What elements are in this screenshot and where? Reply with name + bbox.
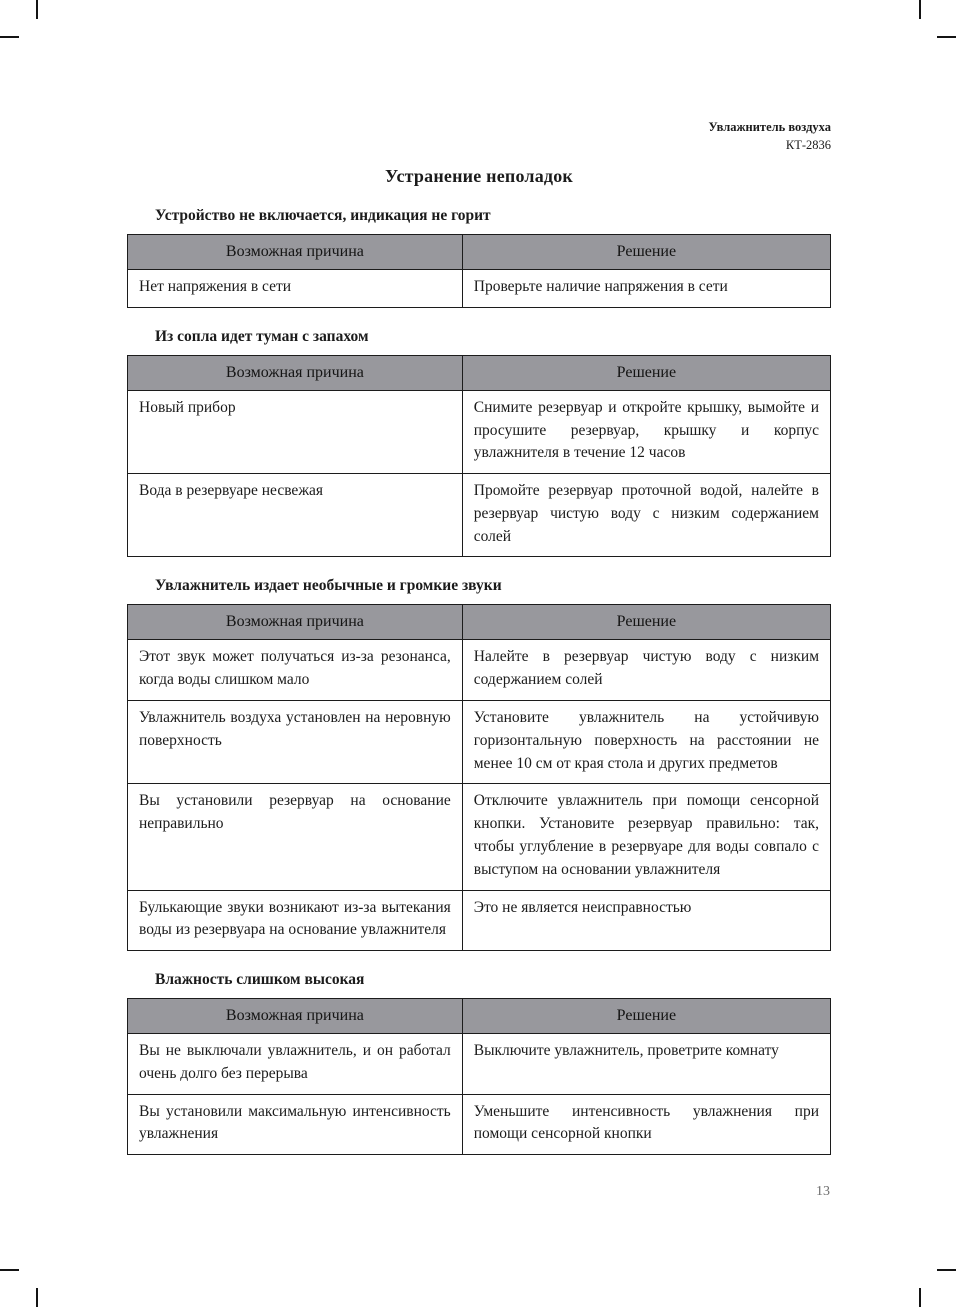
cause-cell: Новый прибор [128,390,463,473]
column-header: Возможная причина [128,999,463,1034]
solution-cell: Это не является неисправностью [462,890,830,951]
solution-cell: Налейте в резервуар чистую воду с низким содержанием солей [462,640,830,701]
cause-cell: Этот звук может получаться из-за резонанса, когда воды слишком мало [128,640,463,701]
crop-mark [0,36,19,38]
crop-mark [937,1269,956,1271]
table-row [128,390,831,473]
page-content [127,0,831,1155]
section-heading: Из сопла идет туман с запахом [155,327,369,345]
section-heading: Устройство не включается, индикация не горит [155,207,491,224]
column-header: Решение [462,999,830,1034]
troubleshooting-section [127,207,831,308]
crop-mark [36,1288,38,1307]
cause-cell: Вы не выключали увлажнитель, и он работал очень долго без перерыва [128,1034,463,1095]
document-header [127,0,831,154]
column-header: Решение [462,605,830,640]
column-header: Возможная причина [128,355,463,390]
cause-cell: Нет напряжения в сети [128,270,463,308]
column-header: Возможная причина [128,235,463,270]
page-number: 13 [816,1184,830,1199]
sections [127,207,831,1155]
table-row [128,1034,831,1095]
cause-cell: Булькающие звуки возникают из-за вытекания воды из резервуара на основание увлажнителя [128,890,463,951]
solution-cell: Снимите резервуар и откройте крышку, вымойте и просушите резервуар, крышку и корпус увлажнителя в течение 12 часов [462,390,830,473]
cause-cell: Вы установили резервуар на основание неправильно [128,784,463,890]
table-row [128,701,831,784]
troubleshooting-table [127,234,831,308]
solution-cell: Установите увлажнитель на устойчивую горизонтальную поверхность на расстоянии не менее 10 см от края стола и других предметов [462,701,830,784]
table-header-row [128,999,831,1034]
column-header: Решение [462,235,830,270]
model-number: КТ-2836 [785,137,831,152]
solution-cell: Уменьшите интенсивность увлажнения при помощи сенсорной кнопки [462,1094,830,1155]
troubleshooting-table [127,998,831,1155]
solution-cell: Выключите увлажнитель, проветрите комнату [462,1034,830,1095]
cause-cell: Вы установили максимальную интенсивность увлажнения [128,1094,463,1155]
cause-cell: Увлажнитель воздуха установлен на неровную поверхность [128,701,463,784]
crop-mark [0,1269,19,1271]
column-header: Решение [462,355,830,390]
troubleshooting-table [127,355,831,558]
table-row [128,890,831,951]
crop-mark [937,36,956,38]
crop-mark [919,0,921,19]
table-row [128,474,831,557]
troubleshooting-table [127,604,831,951]
section-heading: Увлажнитель издает необычные и громкие звуки [155,577,502,595]
column-header: Возможная причина [128,605,463,640]
table-row [128,270,831,308]
table-row [128,640,831,701]
crop-mark [919,1288,921,1307]
solution-cell: Отключите увлажнитель при помощи сенсорной кнопки. Установите резервуар правильно: так, чтобы углубление в резервуаре для воды совпало с выступом на основании увлажнителя [462,784,830,890]
table-header-row [128,605,831,640]
solution-cell: Промойте резервуар проточной водой, налейте в резервуар чистую воду с низким содержанием солей [462,474,830,557]
troubleshooting-section [127,577,831,951]
troubleshooting-section [127,328,831,558]
table-header-row [128,235,831,270]
table-row [128,784,831,890]
troubleshooting-section [127,971,831,1155]
solution-cell: Проверьте наличие напряжения в сети [462,270,830,308]
table-row [128,1094,831,1155]
table-header-row [128,355,831,390]
product-name: Увлажнитель воздуха [708,120,831,134]
section-heading: Влажность слишком высокая [155,971,365,989]
crop-mark [36,0,38,19]
cause-cell: Вода в резервуаре несвежая [128,474,463,557]
page-title: Устранение неполадок [385,166,573,186]
